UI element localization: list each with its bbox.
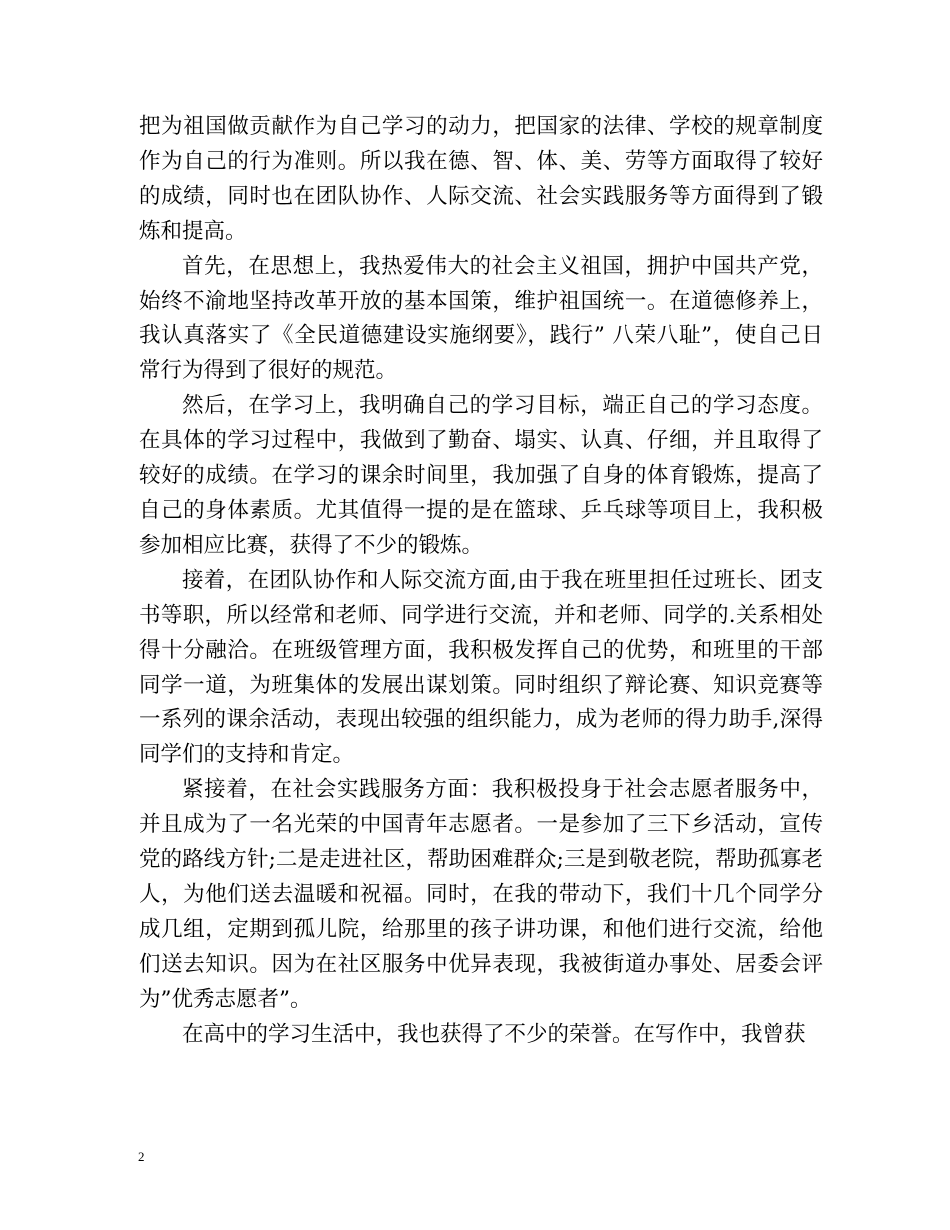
- paragraph-5: 紧接着，在社会实践服务方面：我积极投身于社会志愿者服务中，并且成为了一名光荣的中国青年志愿者。一是参加了三下乡活动，宣传党的路线方针;二是走进社区，帮助困难群众;三是到敬老院，帮助孤寡老人，为他们送去温暖和祝福。同时，在我的带动下，我们十几个同学分成几组，定期到孤儿院，给那里的孩子讲功课，和他们进行交流，给他们送去知识。因为在社区服务中优异表现，我被街道办事处、居委会评为”优秀志愿者”。: [139, 777, 823, 1012]
- body-text: [139, 110, 823, 1052]
- page-number: 2: [138, 1149, 145, 1164]
- paragraph-2: 首先，在思想上，我热爱伟大的社会主义祖国，拥护中国共产党，始终不渝地坚持改革开放的基本国策，维护祖国统一。在道德修养上，我认真落实了《全民道德建设实施纲要》，践行” 八荣八耻”，使自己日常行为得到了很好的规范。: [139, 253, 823, 384]
- paragraph-1: 把为祖国做贡献作为自己学习的动力，把国家的法律、学校的规章制度作为自己的行为准则。所以我在德、智、体、美、劳等方面取得了较好的成绩，同时也在团队协作、人际交流、社会实践服务等方面得到了锻炼和提高。: [139, 114, 823, 244]
- paragraph-6: 在高中的学习生活中，我也获得了不少的荣誉。在写作中，我曾获: [182, 1021, 806, 1047]
- paragraph-4: 接着，在团队协作和人际交流方面,由于我在班里担任过班长、团支书等职，所以经常和老师、同学进行交流，并和老师、同学的.关系相处得十分融洽。在班级管理方面，我积极发挥自己的优势，和班里的干部同学一道，为班集体的发展出谋划策。同时组织了辩论赛、知识竞赛等一系列的课余活动，表现出较强的组织能力，成为老师的得力助手,深得同学们的支持和肯定。: [139, 567, 823, 768]
- paragraph-3: 然后，在学习上，我明确自己的学习目标，端正自己的学习态度。在具体的学习过程中，我做到了勤奋、塌实、认真、仔细，并且取得了较好的成绩。在学习的课余时间里，我加强了自身的体育锻炼，提高了自己的身体素质。尤其值得一提的是在篮球、乒乓球等项目上，我积极参加相应比赛，获得了不少的锻炼。: [139, 393, 823, 558]
